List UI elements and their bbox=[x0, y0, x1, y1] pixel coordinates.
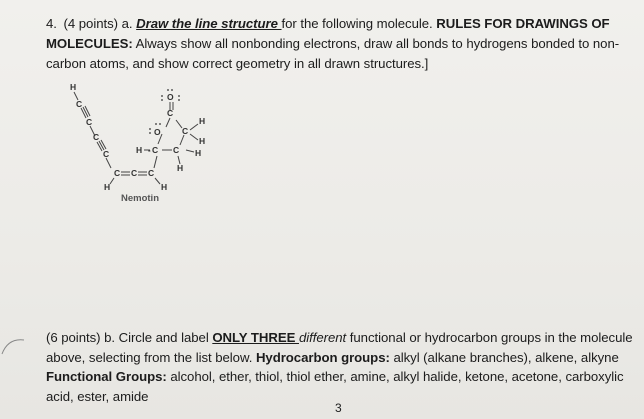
question-6-points: (6 points) b. Circle and label bbox=[46, 330, 213, 345]
different-emphasis: different bbox=[298, 330, 347, 345]
page-number: 3 bbox=[335, 401, 342, 415]
question-6-instruction: functional or hydrocarbon groups in the molecule above, selecting from the list below. bbox=[46, 330, 633, 365]
atom-label: H bbox=[177, 163, 184, 173]
only-three-emphasis: ONLY THREE bbox=[212, 330, 299, 345]
functional-groups-list: alcohol, ether, thiol, thiol ether, amine, alkyl halide, ketone, acetone, carboxylic acid, ester, amide bbox=[46, 369, 624, 404]
svg-text:C: C bbox=[173, 145, 180, 155]
atom-label: C bbox=[93, 132, 100, 142]
question-4-points: (4 points) a. bbox=[63, 16, 137, 31]
atom-label: H bbox=[199, 136, 206, 146]
atom-label: C bbox=[76, 99, 83, 109]
atom-label: C bbox=[86, 117, 93, 127]
question-4-instruction: for the following molecule. bbox=[281, 16, 437, 31]
atom-label: C bbox=[131, 168, 138, 178]
atom-label: C bbox=[148, 168, 155, 178]
atom-label: C bbox=[182, 126, 189, 136]
atom-label: C bbox=[114, 168, 121, 178]
hydrocarbon-groups-label: Hydrocarbon groups: bbox=[255, 349, 390, 365]
question-4 bbox=[46, 14, 642, 74]
nemotin-structure-diagram bbox=[62, 78, 222, 208]
question-6 bbox=[46, 328, 642, 406]
atom-label: H bbox=[104, 182, 111, 192]
molecule-name: Nemotin bbox=[121, 193, 159, 204]
molecule-atom-labels bbox=[70, 82, 205, 192]
atom-label: H bbox=[70, 82, 77, 92]
atom-label: H bbox=[195, 148, 202, 158]
atom-label: O bbox=[154, 127, 161, 137]
atom-label: H bbox=[161, 182, 168, 192]
rules-text: Always show all nonbonding electrons, draw all bonds to hydrogens bonded to non-carbon atoms, and show correct geometry in all drawn structures.] bbox=[46, 36, 620, 71]
hydrocarbon-groups-list: alkyl (alkane branches), alkene, alkyne bbox=[389, 349, 619, 365]
atom-label: H bbox=[199, 116, 206, 126]
svg-text:C: C bbox=[167, 108, 174, 118]
svg-text:C: C bbox=[152, 145, 159, 155]
page-curl-mark bbox=[0, 328, 30, 358]
atom-label: O bbox=[167, 92, 174, 102]
molecule-structure bbox=[62, 78, 222, 208]
atom-label: H bbox=[136, 145, 143, 155]
question-number: 4. bbox=[46, 16, 57, 31]
atom-label: C bbox=[103, 149, 110, 159]
rules-label: RULES FOR DRAWINGS OF MOLECULES: bbox=[46, 16, 610, 51]
svg-text:-: - bbox=[148, 146, 151, 155]
draw-instruction: Draw the line structure bbox=[136, 16, 282, 31]
functional-groups-label: Functional Groups: bbox=[46, 369, 167, 384]
ring-carbon-glyphs bbox=[148, 108, 179, 155]
